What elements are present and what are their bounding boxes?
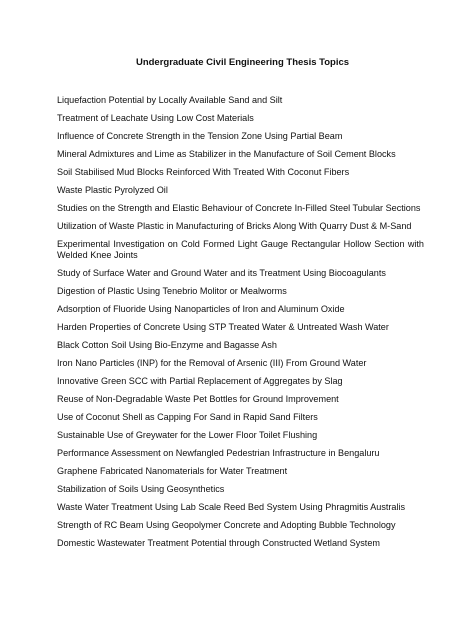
topic-item: Strength of RC Beam Using Geopolymer Concrete and Adopting Bubble Technology bbox=[57, 520, 396, 530]
topic-item: Sustainable Use of Greywater for the Lower Floor Toilet Flushing bbox=[57, 430, 318, 440]
topic-item: Performance Assessment on Newfangled Pedestrian Infrastructure in Bengaluru bbox=[57, 448, 380, 458]
topic-item: Liquefaction Potential by Locally Available Sand and Silt bbox=[57, 95, 283, 105]
topic-item: Stabilization of Soils Using Geosynthetics bbox=[57, 484, 225, 494]
topic-item: Study of Surface Water and Ground Water and its Treatment Using Biocoagulants bbox=[57, 268, 386, 278]
topic-list bbox=[57, 95, 424, 549]
document-title: Undergraduate Civil Engineering Thesis Topics bbox=[135, 57, 350, 68]
topic-item: Domestic Wastewater Treatment Potential through Constructed Wetland System bbox=[57, 538, 380, 548]
topic-item: Use of Coconut Shell as Capping For Sand in Rapid Sand Filters bbox=[57, 412, 318, 422]
topic-item: Treatment of Leachate Using Low Cost Materials bbox=[57, 113, 254, 123]
topic-item: Iron Nano Particles (INP) for the Removal of Arsenic (III) From Ground Water bbox=[57, 358, 367, 368]
topic-item: Graphene Fabricated Nanomaterials for Water Treatment bbox=[57, 466, 288, 476]
topic-item: Utilization of Waste Plastic in Manufacturing of Bricks Along With Quarry Dust & M-Sand bbox=[57, 221, 412, 231]
topic-item: Adsorption of Fluoride Using Nanoparticles of Iron and Aluminum Oxide bbox=[57, 304, 345, 314]
topic-item: Studies on the Strength and Elastic Behaviour of Concrete In-Filled Steel Tubular Sections bbox=[57, 203, 421, 213]
topic-item: Innovative Green SCC with Partial Replacement of Aggregates by Slag bbox=[57, 376, 343, 386]
topic-item: Reuse of Non-Degradable Waste Pet Bottles for Ground Improvement bbox=[57, 394, 339, 404]
topic-item: Experimental Investigation on Cold Formed Light Gauge Rectangular Hollow Section with Welded Knee Joints bbox=[57, 239, 424, 260]
topic-item: Digestion of Plastic Using Tenebrio Molitor or Mealworms bbox=[57, 286, 287, 296]
topic-item: Waste Plastic Pyrolyzed Oil bbox=[57, 185, 168, 195]
topic-item: Influence of Concrete Strength in the Tension Zone Using Partial Beam bbox=[57, 131, 343, 141]
topic-item: Black Cotton Soil Using Bio-Enzyme and Bagasse Ash bbox=[57, 340, 277, 350]
topic-item: Mineral Admixtures and Lime as Stabilizer in the Manufacture of Soil Cement Blocks bbox=[57, 149, 396, 159]
topic-item: Harden Properties of Concrete Using STP Treated Water & Untreated Wash Water bbox=[57, 322, 389, 332]
topic-item: Waste Water Treatment Using Lab Scale Reed Bed System Using Phragmitis Australis bbox=[57, 502, 406, 512]
topic-item: Soil Stabilised Mud Blocks Reinforced With Treated With Coconut Fibers bbox=[57, 167, 350, 177]
